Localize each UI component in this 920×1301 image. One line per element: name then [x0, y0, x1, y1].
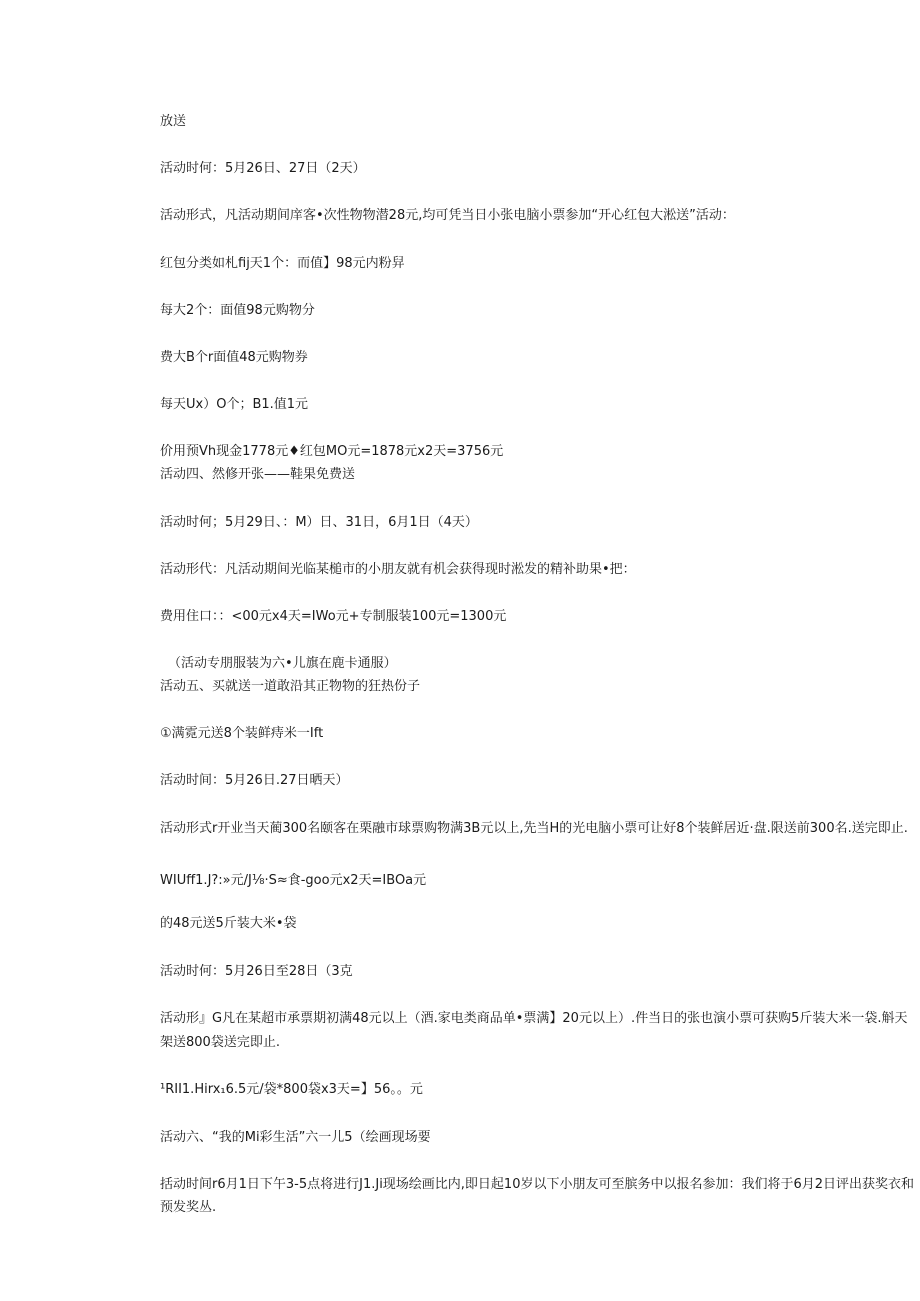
text-line-time-1: 活动时何：5月26日、27日（2天）	[160, 161, 366, 176]
text-line-activity-6: 活动六、“我的Mi彩生活”六一儿5（绘画现场要	[160, 1130, 431, 1145]
text-line-fangsong: 放送	[160, 114, 187, 129]
text-line-budget-1: 价用预Vh现金1778元♦红包MO元=1878元x2天=3756元	[160, 444, 504, 459]
text-line-redpacket-types: 红包分类如札fij天1个：而值】98元内粉舁	[160, 256, 405, 271]
text-line-time-6: 括动时间r6月1日下午3-5点将进行J1.Ji现场绘画比内,即日起10岁以下小朋友可至膑务中以报名参加：我们将于6月2日评出获奖衣和	[160, 1177, 915, 1192]
text-line-item-2: 的48元送5斤装大米•袋	[160, 916, 297, 931]
text-line-form-4: 活动形代：凡活动期间光临某槌市的小朋友就有机会获得现时淞发的精补助果•把：	[160, 562, 636, 577]
text-line-budget-5a: WIUff1.J?:»元/J⅛·S≈食-goo元x2天=IBOa元	[160, 873, 427, 888]
text-line-activity-4: 活动四、然修开张——鞋果免费送	[160, 467, 356, 482]
text-line-time-5a: 活动时间：5月26日.27日晒天）	[160, 773, 349, 788]
text-line-time-5b: 活动时何：5月26日至28日（3克	[160, 964, 353, 979]
text-line-daily-u: 每天Ux）O个；B1.值1元	[160, 397, 309, 412]
text-line-form-1: 活动形式，凡活动期间庠客•次性物物潜28元,均可凭当日小张电脑小票参加“开心红包大淞送”活动：	[160, 208, 735, 223]
text-line-activity-5: 活动五、买就送一道敢沿其正物物的狂热份子	[160, 679, 421, 694]
text-line-costume-note: （活动专朋服装为六•儿旗在鹿卡通服）	[168, 656, 397, 671]
text-line-item-1: ①满霓元送8个装鲜痔米一Ift	[160, 726, 324, 741]
text-line-fee-b: 费大B个r面值48元购物券	[160, 350, 308, 365]
text-line-budget-5b: ¹RII1.Hirx₁6.5元/袋*800袋x3天=】56。。元	[160, 1082, 423, 1097]
text-line-fee-4: 费用住口：：<00元x4天=IWo元+专制服装100元=1300元	[160, 609, 507, 624]
text-line-form-5b: 活动形』G凡在某超市承票期初满48元以上（酒.家电类商品单•票满】20元以上）.件当日的张也演小票可获购5斤装大米一袋.斛天	[160, 1011, 908, 1026]
text-line-time-4: 活动时何；5月29日、：M）日、31日，6月1日（4天）	[160, 515, 478, 530]
text-line-form-5b-cont: 架送800袋送完即止.	[160, 1035, 280, 1050]
text-line-time-6-cont: 预发奖丛.	[160, 1200, 217, 1215]
text-line-daily-2: 每大2个：面值98元购物分	[160, 303, 315, 318]
text-line-form-5a: 活动形式r开业当天蔺300名颐客在栗融市球票购物满3B元以上,先当H的光电脑小票可让好8个装鲜居近·盘.限送前300名.送完即止.	[160, 821, 908, 836]
